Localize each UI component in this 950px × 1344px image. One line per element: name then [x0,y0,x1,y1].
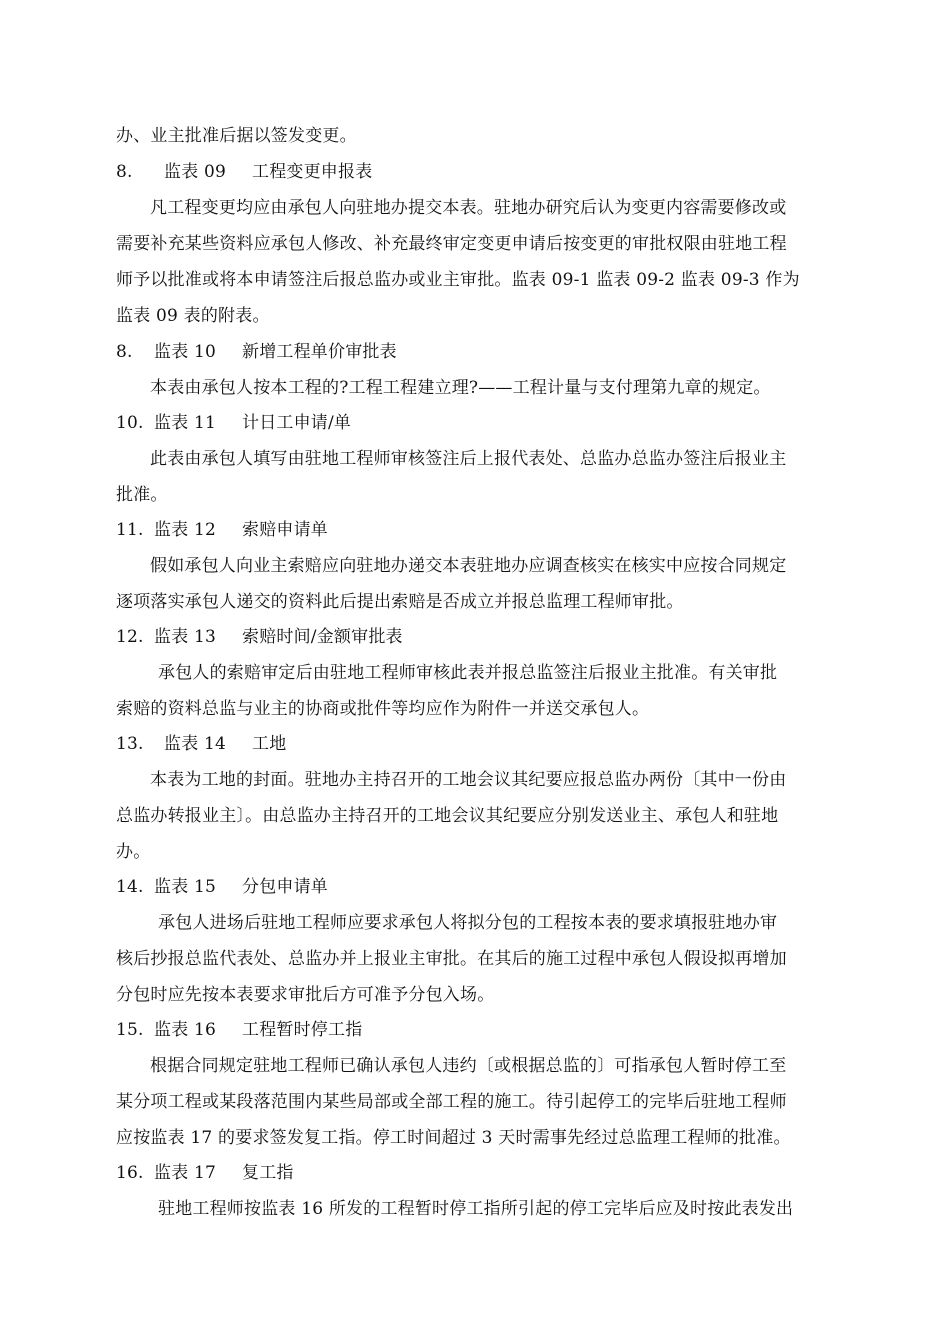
section-heading [116,625,876,649]
section-heading [116,340,876,364]
section-heading [116,411,876,435]
form-code: 监表 13 [154,627,217,647]
section-number: 8. [116,162,133,182]
section-heading [116,875,876,899]
section-number: 15. [116,1020,144,1040]
form-title: 索赔申请单 [242,520,328,540]
text-line: 本表为工地的封面。驻地办主持召开的工地会议其纪要应报总监办两份〔其中一份由 [150,770,787,790]
text-line: 假如承包人向业主索赔应向驻地办递交本表驻地办应调查核实在核实中应按合同规定 [150,556,787,576]
form-title: 工程暂时停工指 [242,1020,363,1040]
text-line: 承包人进场后驻地工程师应要求承包人将拟分包的工程按本表的要求填报驻地办审 [158,913,778,933]
text-line: 应按监表 17 的要求签发复工指。停工时间超过 3 天时需事先经过总监理工程师的批准。 [116,1128,791,1148]
section-number: 11. [116,520,144,540]
section-heading [116,1161,876,1185]
text-line: 凡工程变更均应由承包人向驻地办提交本表。驻地办研究后认为变更内容需要修改或 [150,198,787,218]
form-code: 监表 17 [154,1163,217,1183]
section-heading [116,160,876,184]
form-code: 监表 10 [154,342,217,362]
form-title: 工程变更申报表 [252,162,373,182]
text-line: 分包时应先按本表要求审批后方可准予分包入场。 [116,985,495,1005]
section-heading [116,732,876,756]
text-line: 办。 [116,842,151,862]
text-line: 办、业主批准后据以签发变更。 [116,126,357,146]
section-number: 12. [116,627,144,647]
text-line: 某分项工程或某段落范围内某些局部或全部工程的施工。待引起停工的完毕后驻地工程师 [116,1092,787,1112]
form-code: 监表 11 [154,413,217,433]
form-code: 监表 09 [164,162,227,182]
text-line: 师予以批准或将本申请签注后报总监办或业主审批。监表 09-1 监表 09-2 监表 09-3 作为 [116,270,800,290]
text-line: 总监办转报业主〕。由总监办主持召开的工地会议其纪要应分别发送业主、承包人和驻地 [116,806,779,826]
text-line: 驻地工程师按监表 16 所发的工程暂时停工指所引起的停工完毕后应及时按此表发出 [158,1199,794,1219]
form-title: 工地 [252,734,287,754]
section-number: 13. [116,734,144,754]
text-line: 索赔的资料总监与业主的协商或批件等均应作为附件一并送交承包人。 [116,699,650,719]
section-number: 8. [116,342,133,362]
text-line: 本表由承包人按本工程的?工程工程建立理?——工程计量与支付理第九章的规定。 [150,378,771,398]
form-code: 监表 14 [164,734,227,754]
section-heading [116,518,876,542]
text-line: 需要补充某些资料应承包人修改、补充最终审定变更申请后按变更的审批权限由驻地工程 [116,234,787,254]
form-code: 监表 12 [154,520,217,540]
text-line: 此表由承包人填写由驻地工程师审核签注后上报代表处、总监办总监办签注后报业主 [150,449,787,469]
form-title: 索赔时间/金额审批表 [242,627,403,647]
text-line: 核后抄报总监代表处、总监办并上报业主审批。在其后的施工过程中承包人假设拟再增加 [116,949,787,969]
form-title: 复工指 [242,1163,294,1183]
section-heading [116,1018,876,1042]
text-line: 逐项落实承包人递交的资料此后提出索赔是否成立并报总监理工程师审批。 [116,592,684,612]
text-line: 监表 09 表的附表。 [116,306,270,326]
section-number: 16. [116,1163,144,1183]
text-line: 承包人的索赔审定后由驻地工程师审核此表并报总监签注后报业主批准。有关审批 [158,663,778,683]
form-title: 分包申请单 [242,877,328,897]
section-number: 10. [116,413,144,433]
form-title: 计日工申请/单 [242,413,352,433]
text-line: 批准。 [116,485,168,505]
section-number: 14. [116,877,144,897]
text-line: 根据合同规定驻地工程师已确认承包人违约〔或根据总监的〕可指承包人暂时停工至 [150,1056,787,1076]
form-code: 监表 15 [154,877,217,897]
form-code: 监表 16 [154,1020,217,1040]
form-title: 新增工程单价审批表 [242,342,397,362]
